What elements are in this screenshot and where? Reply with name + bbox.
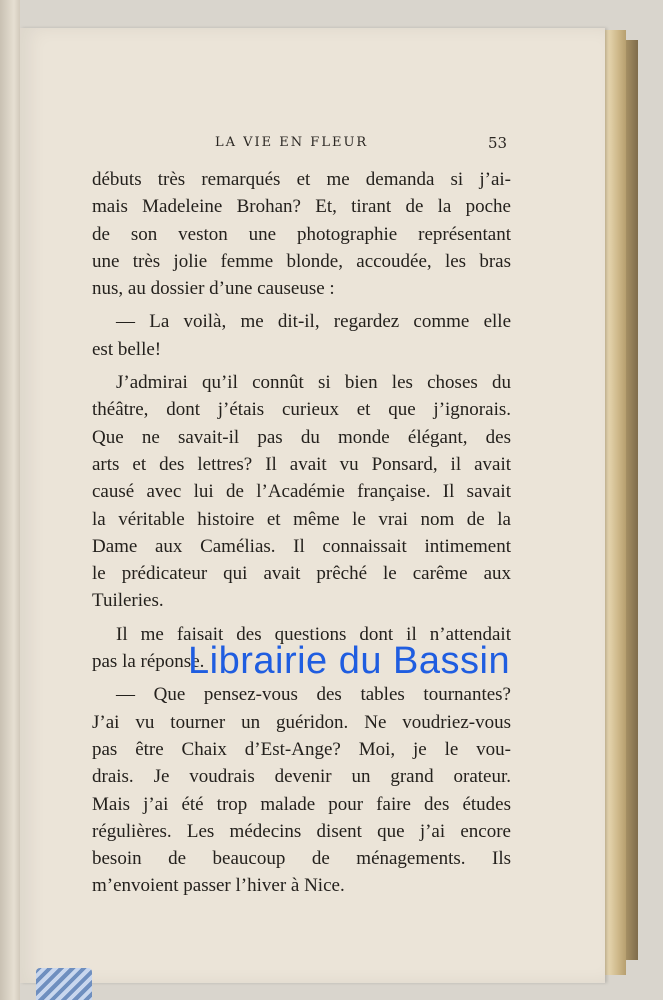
- text-line: J’admirai qu’il connût si bien les choses du: [116, 372, 511, 394]
- text-line: une très jolie femme blonde, accoudée, les bras: [92, 250, 511, 272]
- text-line: Que ne savait-il pas du monde élégant, des: [92, 426, 511, 448]
- text-line: besoin de beaucoup de ménagements. Ils: [92, 848, 511, 870]
- body-text: [92, 166, 511, 900]
- book-spine-edge: [626, 40, 638, 960]
- watermark: Librairie du Bassin: [188, 640, 511, 682]
- page-number: 53: [488, 134, 508, 152]
- text-line: Mais j’ai été trop malade pour faire des études: [92, 793, 511, 815]
- text-line: Il me faisait des questions dont il n’attendait: [116, 623, 511, 645]
- text-line: la véritable histoire et même le vrai nom de la: [92, 508, 511, 530]
- text-line: est belle!: [92, 338, 162, 360]
- text-line: le prédicateur qui avait prêché le carême aux: [92, 563, 511, 585]
- bookmark-ribbon: [36, 968, 92, 1000]
- text-line: théâtre, dont j’étais curieux et que j’ignorais.: [92, 399, 511, 421]
- running-title: LA VIE EN FLEUR: [215, 135, 369, 150]
- text-line: de son veston une photographie représentant: [92, 223, 511, 245]
- text-line: arts et des lettres? Il avait vu Ponsard, il avait: [92, 453, 511, 475]
- text-line: Tuileries.: [92, 590, 164, 612]
- book-page: [20, 28, 605, 983]
- text-line: pas la réponse.: [92, 651, 205, 673]
- text-line: — Que pensez-vous des tables tournantes?: [116, 684, 511, 706]
- text-line: régulières. Les médecins disent que j’ai encore: [92, 820, 511, 842]
- text-line: Dame aux Camélias. Il connaissait intimement: [92, 535, 511, 557]
- page-header: [20, 135, 605, 157]
- text-line: débuts très remarqués et me demanda si j’ai-: [92, 169, 511, 190]
- text-line: — La voilà, me dit-il, regardez comme elle: [116, 311, 511, 333]
- text-line: m’envoient passer l’hiver à Nice.: [92, 875, 345, 897]
- text-line: mais Madeleine Brohan? Et, tirant de la poche: [92, 196, 511, 218]
- text-line: nus, au dossier d’une causeuse :: [92, 278, 335, 300]
- text-line: causé avec lui de l’Académie française. Il savait: [92, 481, 511, 503]
- text-line: drais. Je voudrais devenir un grand orateur.: [92, 766, 511, 788]
- text-line: pas être Chaix d’Est-Ange? Moi, je le vou-: [92, 738, 511, 760]
- text-line: J’ai vu tourner un guéridon. Ne voudriez-vous: [92, 711, 511, 733]
- facing-page-edge: [0, 0, 20, 1000]
